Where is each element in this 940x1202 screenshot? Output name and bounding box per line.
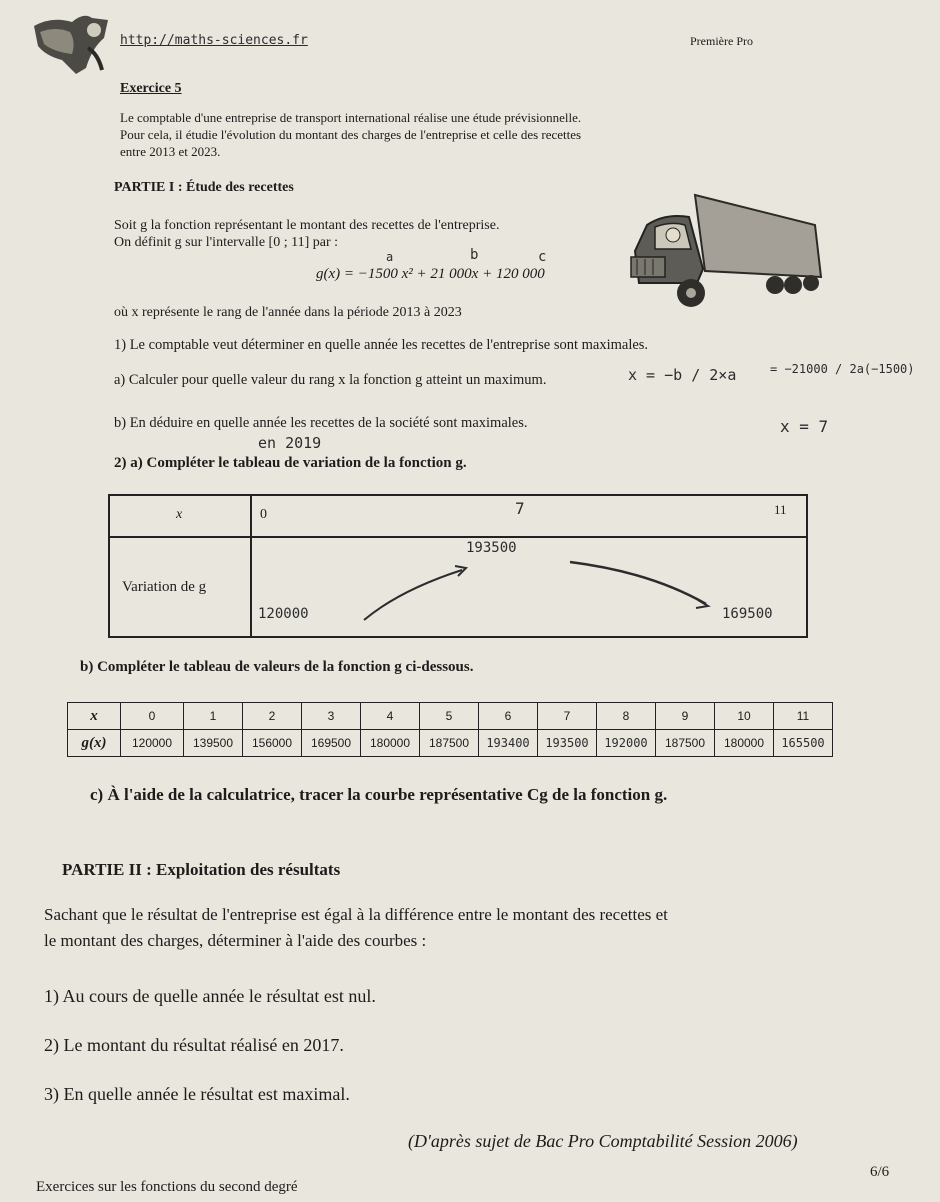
part1-line-2: On définit g sur l'intervalle [0 ; 11] par : [114,235,338,250]
variation-arrows [110,496,810,640]
value-table-x: 1 [184,703,243,730]
page-number: 6/6 [870,1164,890,1180]
answer-1a-left: x = −b / 2×a [628,366,737,384]
value-table-row-x [68,703,833,730]
question-1a: a) Calculer pour quelle valeur du rang x la fonction g atteint un maximum. [114,372,547,388]
answer-1b-right: x = 7 [780,417,829,436]
value-table-x: 9 [656,703,715,730]
site-url[interactable]: http://maths-sciences.fr [120,33,308,48]
variation-start-value: 120000 [258,606,309,622]
value-table-x: 5 [420,703,479,730]
truck-illustration [625,185,825,315]
part2-intro-2: le montant des charges, déterminer à l'aide des courbes : [44,931,427,950]
value-table-x: 2 [243,703,302,730]
value-table-x: 6 [479,703,538,730]
value-table [67,702,833,757]
question-2c: c) À l'aide de la calculatrice, tracer la courbe représentative Cg de la fonction g. [90,785,668,804]
question-2a: 2) a) Compléter le tableau de variation de la fonction g. [114,455,467,471]
answer-1a-right: = −21000 / 2a(−1500) [770,362,915,376]
variation-end-value: 169500 [722,606,773,622]
value-table-g-handwritten: 193400 [479,730,538,757]
value-table-header-x: x [68,703,121,730]
exercise-title: Exercice 5 [120,81,182,96]
value-table-g-handwritten: 193500 [538,730,597,757]
value-table-x: 8 [597,703,656,730]
value-table-g: 139500 [184,730,243,757]
function-formula: g(x) = −1500 x² + 21 000x + 120 000 [316,266,545,282]
variation-x-start: 0 [260,507,267,522]
part2-title: PARTIE II : Exploitation des résultats [62,860,341,879]
value-table-g: 180000 [361,730,420,757]
variation-max-value: 193500 [466,540,517,556]
handwritten-b: b [470,247,479,263]
intro-line-2: Pour cela, il étudie l'évolution du montant des charges de l'entreprise et celle des recettes [120,127,582,142]
value-table-g: 156000 [243,730,302,757]
question-1b: b) En déduire en quelle année les recettes de la société sont maximales. [114,415,528,431]
handwritten-c: c [538,249,547,265]
question-1: 1) Le comptable veut déterminer en quelle année les recettes de l'entreprise sont maximales. [114,337,649,353]
answer-1b-below: en 2019 [258,434,322,452]
intro-line-3: entre 2013 et 2023. [120,144,221,159]
value-table-x: 7 [538,703,597,730]
value-table-x: 10 [715,703,774,730]
value-table-g: 187500 [656,730,715,757]
part1-line-1: Soit g la fonction représentant le montant des recettes de l'entreprise. [114,218,500,233]
corner-logo [32,8,114,78]
value-table-g-handwritten: 192000 [597,730,656,757]
variation-x-max: 7 [515,499,525,518]
variation-x-label: x [176,507,183,522]
value-table-g: 120000 [121,730,184,757]
value-table-x: 11 [774,703,833,730]
value-table-x: 4 [361,703,420,730]
variation-x-end: 11 [774,502,787,517]
value-table-row-g [68,730,833,757]
value-table-g: 169500 [302,730,361,757]
question-2b: b) Compléter le tableau de valeurs de la fonction g ci-dessous. [80,659,474,675]
footer-text: Exercices sur les fonctions du second degré [36,1179,298,1195]
part2-question-2: 2) Le montant du résultat réalisé en 2017. [44,1035,344,1055]
part2-intro-1: Sachant que le résultat de l'entreprise est égal à la différence entre le montant des recettes et [44,905,668,924]
variation-row-label: Variation de g [122,579,207,595]
intro-line-1: Le comptable d'une entreprise de transport international réalise une étude prévisionnelle. [120,110,582,125]
level-label: Première Pro [690,34,753,48]
part2-question-3: 3) En quelle année le résultat est maximal. [44,1084,350,1104]
variation-table [108,494,808,638]
value-table-header-g: g(x) [68,730,121,757]
part1-line-3: où x représente le rang de l'année dans la période 2013 à 2023 [114,305,462,320]
value-table-g: 187500 [420,730,479,757]
source-citation: (D'après sujet de Bac Pro Comptabilité Session 2006) [408,1131,798,1151]
part2-question-1: 1) Au cours de quelle année le résultat est nul. [44,986,376,1006]
value-table-x: 0 [121,703,184,730]
part1-title: PARTIE I : Étude des recettes [114,180,294,195]
value-table-g: 180000 [715,730,774,757]
value-table-g-handwritten: 165500 [774,730,833,757]
value-table-x: 3 [302,703,361,730]
handwritten-a: a [386,250,394,264]
